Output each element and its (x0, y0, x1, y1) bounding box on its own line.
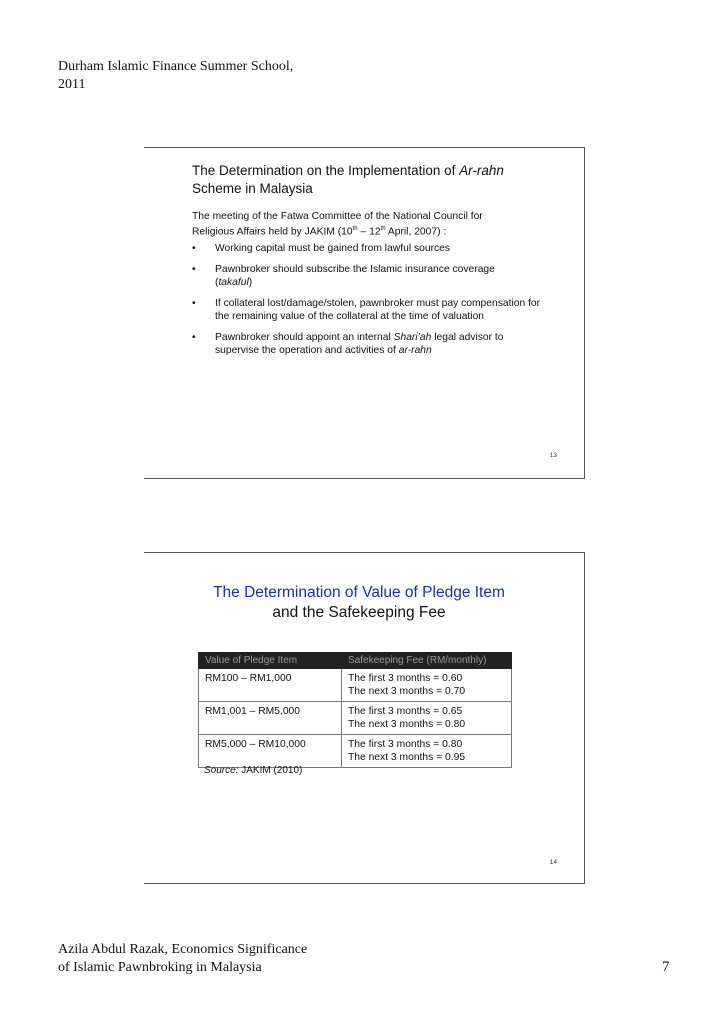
footer-line-2: of Islamic Pawnbroking in Malaysia (58, 960, 262, 975)
bullet-item (192, 297, 542, 323)
column-header: Value of Pledge Item (199, 653, 342, 669)
bullet-item (192, 263, 542, 289)
slide1-intro (192, 210, 552, 238)
bullet2-close: ) (248, 277, 253, 288)
fee-first: The first 3 months = 0.60 (348, 673, 463, 684)
intro-line1: The meeting of the Fatwa Committee of the National Council for (192, 211, 483, 222)
slide1-title (192, 162, 572, 198)
bullet2-text: Pawnbroker should subscribe the Islamic insurance coverage (215, 264, 495, 275)
header-line-2: 2011 (58, 77, 86, 92)
fee-cell (342, 669, 512, 702)
intro-line2-a: Religious Affairs held by JAKIM (10 (192, 226, 353, 238)
slide-13 (144, 147, 585, 479)
slide2-title-line1: The Determination of Value of Pledge Item (213, 584, 505, 601)
source-text: JAKIM (2010) (238, 765, 303, 776)
document-footer (58, 941, 307, 977)
slide2-title (164, 583, 554, 623)
intro-sup2: th (380, 226, 386, 232)
bullet4-text-b: legal advisor to supervise the operation and activities of (215, 332, 504, 356)
intro-sup1: th (352, 226, 358, 232)
slide1-bullet-list (192, 242, 542, 365)
slide1-title-italic: Ar-rahn (459, 163, 504, 178)
fee-first: The first 3 months = 0.80 (348, 739, 463, 750)
pledge-value-cell: RM1,001 – RM5,000 (199, 702, 342, 735)
header-line-1: Durham Islamic Finance Summer School, (58, 59, 294, 74)
pledge-value-cell: RM100 – RM1,000 (199, 669, 342, 702)
slide-number: 14 (549, 859, 557, 866)
footer-line-1: Azila Abdul Razak, Economics Significance (58, 942, 308, 957)
fee-next: The next 3 months = 0.95 (348, 752, 466, 763)
page-number: 7 (662, 959, 670, 975)
table-row (199, 702, 512, 735)
intro-line2-b: – 12 (357, 226, 381, 238)
slide1-title-line2: Scheme in Malaysia (192, 181, 313, 196)
column-header: Safekeeping Fee (RM/monthly) (342, 653, 512, 669)
table-header-row (199, 653, 512, 669)
bullet3-text: If collateral lost/damage/stolen, pawnbroker must pay compensation for the remaining value of the collateral at the time of valuation (215, 298, 541, 322)
bullet4-italic1: Shari’ah (393, 332, 432, 343)
pledge-value-cell: RM5,000 – RM10,000 (199, 735, 342, 768)
bullet2-open: ( (215, 277, 219, 288)
fee-cell (342, 702, 512, 735)
bullet1-text: Working capital must be gained from lawful sources (215, 243, 451, 254)
table-row (199, 735, 512, 768)
safekeeping-fee-table (198, 652, 512, 768)
document-header (58, 58, 293, 94)
fee-first: The first 3 months = 0.65 (348, 706, 463, 717)
slide2-title-line2: and the Safekeeping Fee (272, 604, 446, 621)
table-row (199, 669, 512, 702)
slide1-title-prefix: The Determination on the Implementation of (192, 163, 460, 178)
fee-cell (342, 735, 512, 768)
bullet-item (192, 331, 542, 357)
bullet-item (192, 242, 542, 255)
bullet4-italic2: ar-rahn (398, 345, 432, 356)
source-label: Source: (204, 765, 239, 776)
slide-number: 13 (549, 452, 557, 459)
intro-line2-c: April, 2007) : (385, 226, 447, 238)
slide-14 (144, 552, 585, 884)
fee-next: The next 3 months = 0.70 (348, 686, 466, 697)
bullet4-text-a: Pawnbroker should appoint an internal (215, 332, 394, 343)
fee-next: The next 3 months = 0.80 (348, 719, 466, 730)
table-source (204, 765, 302, 776)
bullet2-italic: takaful (218, 277, 249, 288)
